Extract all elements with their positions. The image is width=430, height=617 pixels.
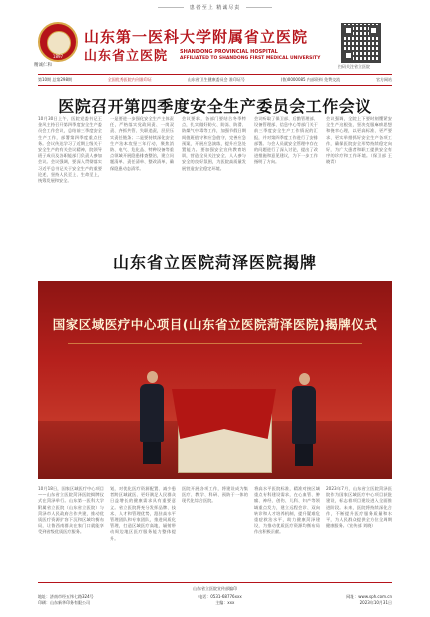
issue-permit: (鲁)0000085 内部资料 免费交流 <box>280 77 341 82</box>
edition-tag: 精诚仁和 <box>34 63 52 68</box>
logo-year: 1897 <box>52 54 64 59</box>
article-2-column: 将高水平医院标准，精准对接区域重点专科建设需求，在心血管、肿瘤、神经、创伤、儿科、妇产等领域重点发力，建立远程会诊、双向转诊和人才培养机制，提升疑难危重症救治水平，助力健康菏泽建设，为推动优质医疗资源均衡布局作出积极贡献。 <box>254 486 320 535</box>
issue-cn-number: 全国优秀医院内刊准印证 <box>107 77 152 82</box>
ceremony-banner-text: 国家区域医疗中心项目(山东省立医院菏泽医院)揭牌仪式 <box>52 317 378 332</box>
masthead-english-line2: AFFILIATED TO SHANDONG FIRST MEDICAL UNIVERSITY <box>180 56 321 61</box>
footer-editor: 主编：xxx <box>215 600 235 605</box>
article-2-column: 10月18日，国家区域医疗中心项目——山东省立医院菏泽医院揭牌仪式在菏泽举行。山东第一医科大学附属省立医院（山东省立医院）与菏泽市人民政府合作共建，推动优质医疗资源扩容下沉和区域均衡布局，让鲁西南群众在家门口就能享受到省级优质医疗服务。 <box>38 486 104 535</box>
ceremony-photo <box>38 281 392 479</box>
issue-number: 第10期 总第298期 <box>38 77 72 82</box>
banner-divider <box>68 343 362 344</box>
footer-website: 网址：www.sph.com.cn <box>346 594 392 599</box>
hospital-logo <box>38 22 78 62</box>
article-1-column: 会议听取了保卫部、后勤管理部、设备管理部、信息中心等部门关于前三季度安全生产工作情况的汇报，并对第四季度工作进行了安排部署。与会人员就安全管理中存在的问题进行了深入讨论，提出了改进措施和意见建议，为下一步工作指明了方向。 <box>254 116 318 165</box>
masthead-subtitle: 山东省立医院 <box>84 49 169 64</box>
issue-publisher: 山东省卫生健康委员会 准印证号 <box>187 77 245 82</box>
article-2-column: 2023年7月，山东省立医院菏泽医院作为国家区域医疗中心项目获批建设，标志着项目建设进入全面推进阶段。未来，医院将持续深化合作，不断提升医疗服务质量和水平，为人民群众提供全方位全周期健康服务。（宣传部 刘晓） <box>326 486 392 529</box>
official-right <box>292 373 316 466</box>
article-1-column: 会议要求，各部门要结合冬季特点，扎实做好防火、防冻、防滑、防煤气中毒等工作，加强节假日期间值班值守和应急值守，完善应急预案，开展应急演练，提升应急处置能力。要加强安全宣传教育培训，营造全员关注安全、人人参与安全的良好氛围，为医院高质量发展营造安全稳定环境。 <box>182 116 246 171</box>
masthead-title: 山东第一医科大学附属省立医院 <box>84 28 309 46</box>
masthead-english-line1: SHANDONG PROVINCIAL HOSPITAL <box>180 49 278 55</box>
qr-code-icon <box>341 23 381 63</box>
footer-publisher: 山东省立医院宣传部编印 <box>193 586 237 591</box>
footer-phone: 电话：0531-68776xxx <box>198 594 242 599</box>
official-left <box>140 371 164 464</box>
slogan: 患者至上 精诚尽责 <box>0 4 430 11</box>
issue-website: 官方网站 <box>375 77 392 82</box>
article-1-column: 会议强调，全院上下要时刻绷紧安全生产这根弦，坚决克服麻痹思想和侥幸心理，以更高标准、更严要求、更实举措抓好安全生产各项工作，确保医院安全形势持续稳定向好，为广大患者和职工提供安全有序的诊疗和工作环境。（保卫部 王晓青） <box>326 116 392 165</box>
issue-info-bar <box>38 74 392 86</box>
headline-heze-hospital: 山东省立医院菏泽医院揭牌 <box>112 253 317 272</box>
footer-date: 2023年10月31日 <box>359 600 392 605</box>
headline-safety-meeting: 医院召开第四季度安全生产委员会工作会议 <box>58 97 372 116</box>
article-1-column: 一是要进一步强化安全生产主体责任，严格落实党政同责、一岗双责、齐抓共管、失职追责，层层压实责任链条；二是要持续深化安全生产治本攻坚三年行动，聚焦消防、电气、危化品、特种设备等重点领域开展隐患排查整治，建立问题清单、责任清单、整改清单，确保隐患动态清零。 <box>110 116 174 171</box>
article-2-column: 医院开展各项工作，将建设成为集医疗、教学、科研、预防于一体的现代化综合医院。 <box>182 486 248 504</box>
footer-printer: 印刷：山东新华印务有限公司 <box>38 600 90 605</box>
article-2-column: 划，对优化医疗资源配置、减少患者跨区域就医、更好满足人民群众日益增长的健康需求具有重要意义。省立医院将充分发挥品牌、技术、人才和管理优势，派驻高水平管理团队和专家团队，推进同质化管理，打造区域医疗高地，辐射带动周边地区医疗服务能力整体提升。 <box>110 486 176 541</box>
page-footer <box>38 582 392 606</box>
qr-caption: 扫码关注省立医院 <box>338 64 370 69</box>
article-1-column: 10月30日上午，医院党委书记王金风主持召开第四季度安全生产委员会工作会议，总结前三季度安全生产工作，部署第四季度重点任务。会议传达学习了近期上级关于安全生产的有关会议精神，院领导班子成员及各职能部门负责人参加会议。会议强调，要深入贯彻落实习近平总书记关于安全生产的重要论述，坚持人民至上、生命至上，统筹发展和安全。 <box>38 116 102 184</box>
footer-address: 地址：济南市经五纬七路324号 <box>38 594 94 599</box>
